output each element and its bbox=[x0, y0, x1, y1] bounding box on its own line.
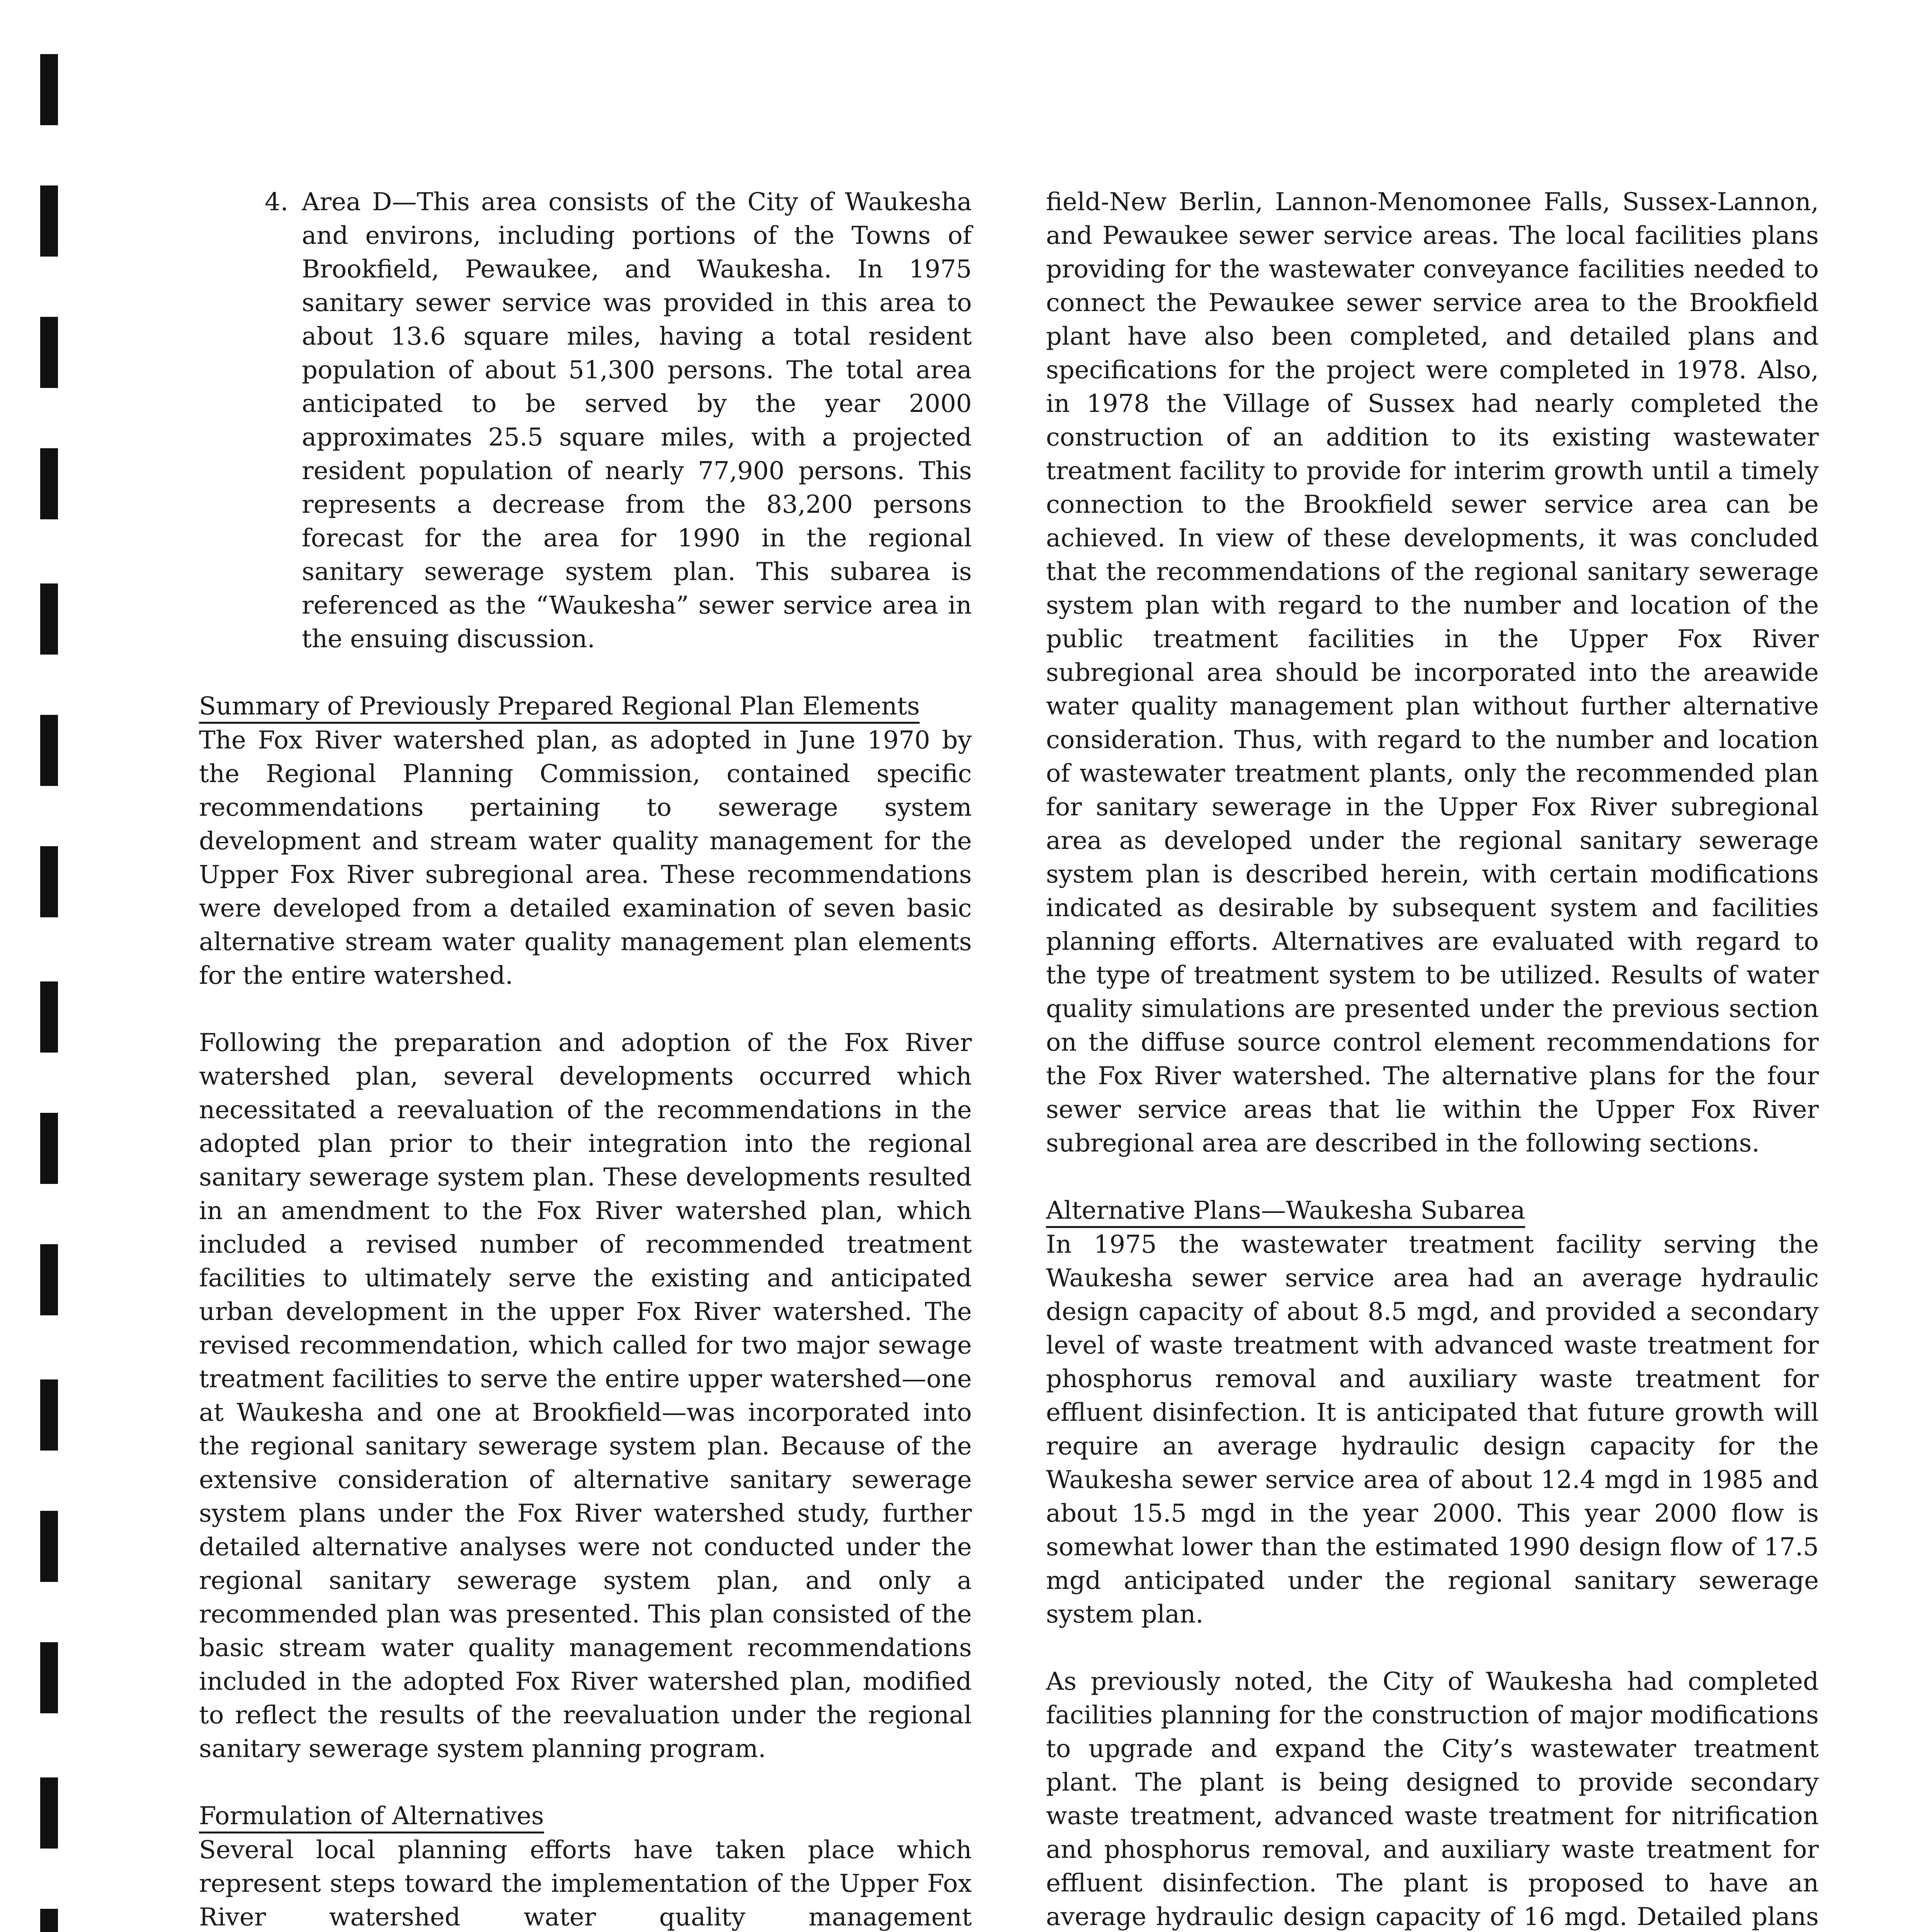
binding-hole-mark bbox=[40, 981, 58, 1053]
list-number: 4. bbox=[265, 188, 289, 216]
binding-hole-mark bbox=[40, 846, 58, 917]
paragraph: Several local planning efforts have taken place which represent steps toward the implementation of the Upper Fox River watershed water quality management bbox=[199, 1836, 972, 1932]
list-item-text: Area D—This area consists of the City of Waukesha and environs, including portions of the Towns of Brookfield, Pewaukee, and Waukesha. In 1975 sanitary sewer service was provided in this area to about 13.6 square miles, having a total resident population of about 51,300 persons. The total area anticipated to be served by the year 2000 approximates 25.5 square miles, with a projected resident population of nearly 77,900 persons. This represents a decrease from the 83,200 persons forecast for the area for 1990 in the regional sanitary sewerage system plan. This subarea is referenced as the “Waukesha” sewer service area in the ensuing discussion. bbox=[302, 188, 972, 653]
section-waukesha bbox=[1046, 1194, 1819, 1631]
section-summary bbox=[199, 690, 972, 993]
binding-hole-mark bbox=[40, 1113, 58, 1184]
binding-hole-mark bbox=[40, 1642, 58, 1713]
right-column bbox=[1046, 185, 1819, 1932]
section-heading-waukesha: Alternative Plans—Waukesha Subarea bbox=[1046, 1195, 1525, 1228]
binding-hole-mark bbox=[40, 1777, 58, 1849]
binding-hole-mark bbox=[40, 583, 58, 655]
binding-hole-mark bbox=[40, 1909, 58, 1932]
binding-hole-mark bbox=[40, 185, 58, 257]
section-formulation bbox=[199, 1799, 972, 1932]
binding-hole-mark bbox=[40, 317, 58, 388]
list-item-area-d bbox=[199, 185, 972, 656]
section-heading-summary: Summary of Previously Prepared Regional Plan Elements bbox=[199, 691, 920, 724]
section-heading-formulation: Formulation of Alternatives bbox=[199, 1801, 544, 1833]
binding-holes bbox=[40, 54, 60, 1932]
binding-hole-mark bbox=[40, 448, 58, 519]
paragraph: Following the preparation and adoption of the Fox River watershed plan, several developments occurred which necessitated a reevaluation of the recommendations in the adopted plan prior to their integration into the regional sanitary sewerage system plan. These developments resulted in an amendment to the Fox River watershed plan, which included a revised number of recommended treatment facilities to ultimately serve the existing and anticipated urban development in the upper Fox River watershed. The revised recommendation, which called for two major sewage treatment facilities to serve the entire upper watershed—one at Waukesha and one at Brookfield—was incorporated into the regional sanitary sewerage system plan. Because of the extensive consideration of alternative sanitary sewerage system plans under the Fox River watershed study, further detailed alternative analyses were not conducted under the regional sanitary sewerage system plan, and only a recommended plan was presented. This plan consisted of the basic stream water quality management recommendations included in the adopted Fox River watershed plan, modified to reflect the results of the reevaluation under the regional sanitary sewerage system planning program. bbox=[199, 1029, 972, 1763]
binding-hole-mark bbox=[40, 715, 58, 786]
binding-hole-mark bbox=[40, 1244, 58, 1315]
binding-hole-mark bbox=[40, 54, 58, 125]
paragraph: The Fox River watershed plan, as adopted in June 1970 by the Regional Planning Commission, contained specific recommendations pertaining to sewerage system development and stream water quality management for the Upper Fox River subregional area. These recommendations were developed from a detailed examination of seven basic alternative stream water quality management plan elements for the entire watershed. bbox=[199, 726, 972, 990]
left-column bbox=[199, 185, 972, 1932]
binding-hole-mark bbox=[40, 1379, 58, 1451]
paragraph: As previously noted, the City of Waukesha had completed facilities planning for the construction of major modifications to upgrade and expand the City’s wastewater treatment plant. The plant is being designed to provide secondary waste treatment, advanced waste treatment for nitrification and phosphorus removal, and auxiliary waste treatment for effluent disinfection. The plant is proposed to have an average hydraulic design capacity of 16 mgd. Detailed plans bbox=[1046, 1667, 1819, 1931]
paragraph: field-New Berlin, Lannon-Menomonee Falls, Sussex-Lannon, and Pewaukee sewer service areas. The local facilities plans providing for the wastewater conveyance facilities needed to connect the Pewaukee sewer service area to the Brookfield plant have also been completed, and detailed plans and specifications for the project were completed in 1978. Also, in 1978 the Village of Sussex had nearly completed the construction of an addition to its existing wastewater treatment facility to provide for interim growth until a timely connection to the Brookfield sewer service area can be achieved. In view of these developments, it was concluded that the recommendations of the regional sanitary sewerage system plan with regard to the number and location of the public treatment facilities in the Upper Fox River subregional area should be incorporated into the areawide water quality management plan without further alternative consideration. Thus, with regard to the number and location of wastewater treatment plants, only the recommended plan for sanitary sewerage in the Upper Fox River subregional area as developed under the regional sanitary sewerage system plan is described herein, with certain modifications indicated as desirable by subsequent system and facilities planning efforts. Alternatives are evaluated with regard to the type of treatment system to be utilized. Results of water quality simulations are presented under the previous section on the diffuse source control element recommendations for the Fox River watershed. The alternative plans for the four sewer service areas that lie within the Upper Fox River subregional area are described in the following sections. bbox=[1046, 188, 1819, 1158]
paragraph: In 1975 the wastewater treatment facility serving the Waukesha sewer service area had an average hydraulic design capacity of about 8.5 mgd, and provided a secondary level of waste treatment with advanced waste treatment for phosphorus removal and auxiliary waste treatment for effluent disinfection. It is anticipated that future growth will require an average hydraulic design capacity for the Waukesha sewer service area of about 12.4 mgd in 1985 and about 15.5 mgd in the year 2000. This year 2000 flow is somewhat lower than the estimated 1990 design flow of 17.5 mgd anticipated under the regional sanitary sewerage system plan. bbox=[1046, 1230, 1819, 1629]
binding-hole-mark bbox=[40, 1511, 58, 1582]
